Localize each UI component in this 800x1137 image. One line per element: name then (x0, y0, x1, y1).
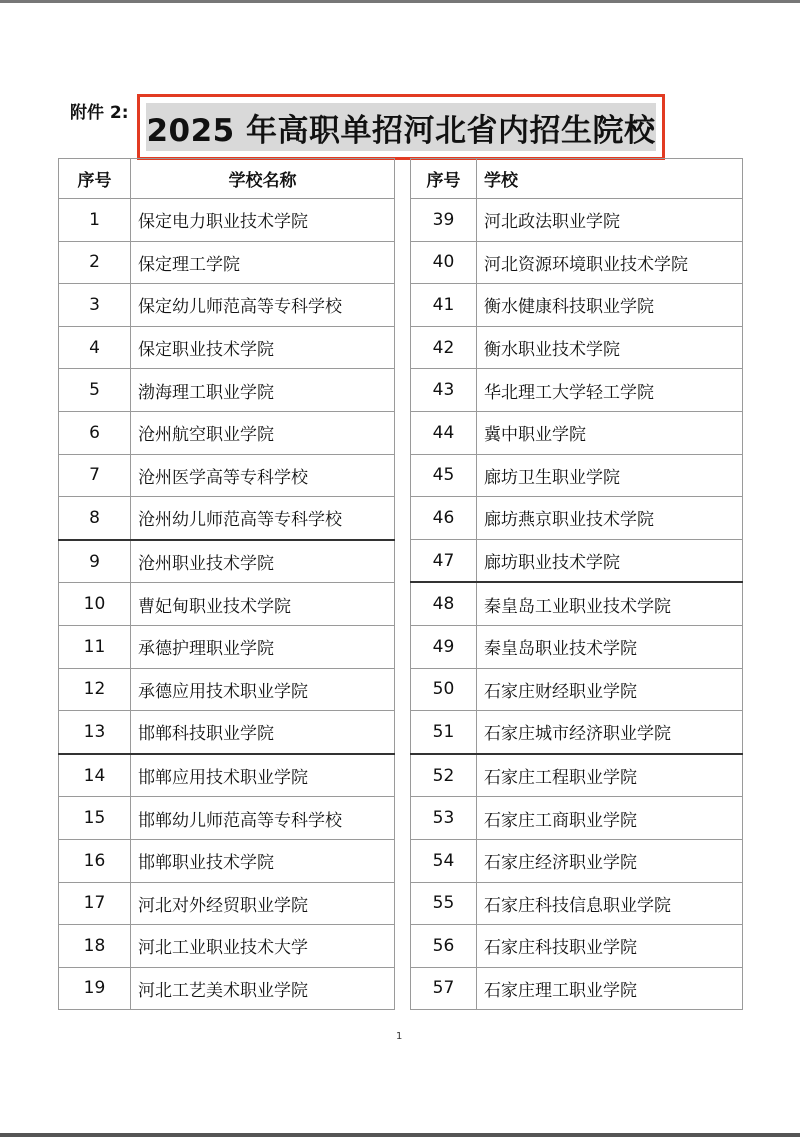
row-index: 9 (59, 540, 131, 583)
row-index: 51 (411, 711, 477, 754)
school-name: 沧州幼儿师范高等专科学校 (131, 497, 395, 540)
school-name: 衡水健康科技职业学院 (477, 284, 743, 327)
row-index: 19 (59, 967, 131, 1010)
school-name: 河北对外经贸职业学院 (131, 882, 395, 925)
row-index: 56 (411, 925, 477, 968)
header-index: 序号 (59, 159, 131, 199)
table-row (59, 797, 395, 840)
table-row (59, 583, 395, 626)
table-row (411, 797, 743, 840)
row-index: 43 (411, 369, 477, 412)
table-row (411, 882, 743, 925)
row-index: 52 (411, 754, 477, 797)
table-row (59, 284, 395, 327)
table-row (411, 411, 743, 454)
school-name: 保定理工学院 (131, 241, 395, 284)
table-row (411, 754, 743, 797)
row-index: 2 (59, 241, 131, 284)
school-name: 保定幼儿师范高等专科学校 (131, 284, 395, 327)
school-name: 沧州职业技术学院 (131, 540, 395, 583)
row-index: 17 (59, 882, 131, 925)
school-name: 承德护理职业学院 (131, 625, 395, 668)
school-name: 曹妃甸职业技术学院 (131, 583, 395, 626)
row-index: 44 (411, 411, 477, 454)
page-number: 1 (396, 1031, 403, 1042)
row-index: 18 (59, 925, 131, 968)
table-row (59, 411, 395, 454)
school-name: 石家庄科技信息职业学院 (477, 882, 743, 925)
table-row (59, 540, 395, 583)
row-index: 8 (59, 497, 131, 540)
table-row (59, 625, 395, 668)
school-name: 石家庄财经职业学院 (477, 668, 743, 711)
school-name: 承德应用技术职业学院 (131, 668, 395, 711)
table-row (411, 625, 743, 668)
attachment-label: 附件 2: (70, 103, 129, 123)
school-name: 石家庄工程职业学院 (477, 754, 743, 797)
school-name: 廊坊职业技术学院 (477, 539, 743, 582)
school-name: 石家庄城市经济职业学院 (477, 711, 743, 754)
school-name: 石家庄理工职业学院 (477, 967, 743, 1010)
row-index: 13 (59, 711, 131, 754)
table-row (59, 369, 395, 412)
school-name: 石家庄经济职业学院 (477, 839, 743, 882)
table-row (411, 539, 743, 582)
header-school-name: 学校名称 (131, 159, 395, 199)
table-row (411, 967, 743, 1010)
row-index: 39 (411, 199, 477, 242)
table-row (59, 882, 395, 925)
table-row (59, 711, 395, 754)
row-index: 46 (411, 497, 477, 540)
table-row (59, 241, 395, 284)
school-name: 保定职业技术学院 (131, 326, 395, 369)
header-school: 学校 (477, 159, 743, 199)
row-index: 12 (59, 668, 131, 711)
school-name: 河北工艺美术职业学院 (131, 967, 395, 1010)
table-row (411, 241, 743, 284)
table-row (59, 925, 395, 968)
right-school-table (410, 158, 743, 1010)
table-row (59, 839, 395, 882)
table-row (411, 284, 743, 327)
school-name: 邯郸科技职业学院 (131, 711, 395, 754)
school-name: 沧州医学高等专科学校 (131, 454, 395, 497)
table-row (411, 582, 743, 625)
school-name: 冀中职业学院 (477, 411, 743, 454)
row-index: 40 (411, 241, 477, 284)
row-index: 53 (411, 797, 477, 840)
table-row (411, 925, 743, 968)
table-row (59, 754, 395, 797)
table-row (59, 668, 395, 711)
table-row (411, 326, 743, 369)
row-index: 47 (411, 539, 477, 582)
header-index: 序号 (411, 159, 477, 199)
table-row (411, 711, 743, 754)
school-name: 衡水职业技术学院 (477, 326, 743, 369)
row-index: 45 (411, 454, 477, 497)
school-name: 石家庄科技职业学院 (477, 925, 743, 968)
row-index: 55 (411, 882, 477, 925)
school-name: 秦皇岛工业职业技术学院 (477, 582, 743, 625)
table-row (59, 967, 395, 1010)
document-title: 2025 年高职单招河北省内招生院校 (146, 103, 656, 151)
title-highlight-box (137, 94, 665, 160)
row-index: 49 (411, 625, 477, 668)
row-index: 1 (59, 199, 131, 242)
table-row (59, 199, 395, 242)
row-index: 41 (411, 284, 477, 327)
school-name: 邯郸职业技术学院 (131, 839, 395, 882)
school-name: 渤海理工职业学院 (131, 369, 395, 412)
table-row (411, 497, 743, 540)
school-name: 石家庄工商职业学院 (477, 797, 743, 840)
row-index: 16 (59, 839, 131, 882)
row-index: 4 (59, 326, 131, 369)
school-name: 秦皇岛职业技术学院 (477, 625, 743, 668)
row-index: 14 (59, 754, 131, 797)
top-edge-line (0, 0, 800, 3)
table-row (59, 326, 395, 369)
row-index: 5 (59, 369, 131, 412)
row-index: 57 (411, 967, 477, 1010)
table-row (411, 454, 743, 497)
row-index: 42 (411, 326, 477, 369)
school-name: 保定电力职业技术学院 (131, 199, 395, 242)
row-index: 50 (411, 668, 477, 711)
row-index: 15 (59, 797, 131, 840)
school-name: 邯郸幼儿师范高等专科学校 (131, 797, 395, 840)
school-name: 华北理工大学轻工学院 (477, 369, 743, 412)
school-name: 廊坊燕京职业技术学院 (477, 497, 743, 540)
left-school-table (58, 158, 395, 1010)
school-name: 河北政法职业学院 (477, 199, 743, 242)
school-name: 河北工业职业技术大学 (131, 925, 395, 968)
table-row (59, 497, 395, 540)
table-row (411, 369, 743, 412)
table-header-row (411, 159, 743, 199)
row-index: 10 (59, 583, 131, 626)
row-index: 11 (59, 625, 131, 668)
school-name: 沧州航空职业学院 (131, 411, 395, 454)
table-row (411, 668, 743, 711)
school-name: 邯郸应用技术职业学院 (131, 754, 395, 797)
row-index: 48 (411, 582, 477, 625)
row-index: 6 (59, 411, 131, 454)
bottom-edge-line (0, 1133, 800, 1137)
school-name: 河北资源环境职业技术学院 (477, 241, 743, 284)
row-index: 7 (59, 454, 131, 497)
table-row (59, 454, 395, 497)
table-row (411, 199, 743, 242)
school-name: 廊坊卫生职业学院 (477, 454, 743, 497)
table-row (411, 839, 743, 882)
row-index: 3 (59, 284, 131, 327)
table-header-row (59, 159, 395, 199)
row-index: 54 (411, 839, 477, 882)
